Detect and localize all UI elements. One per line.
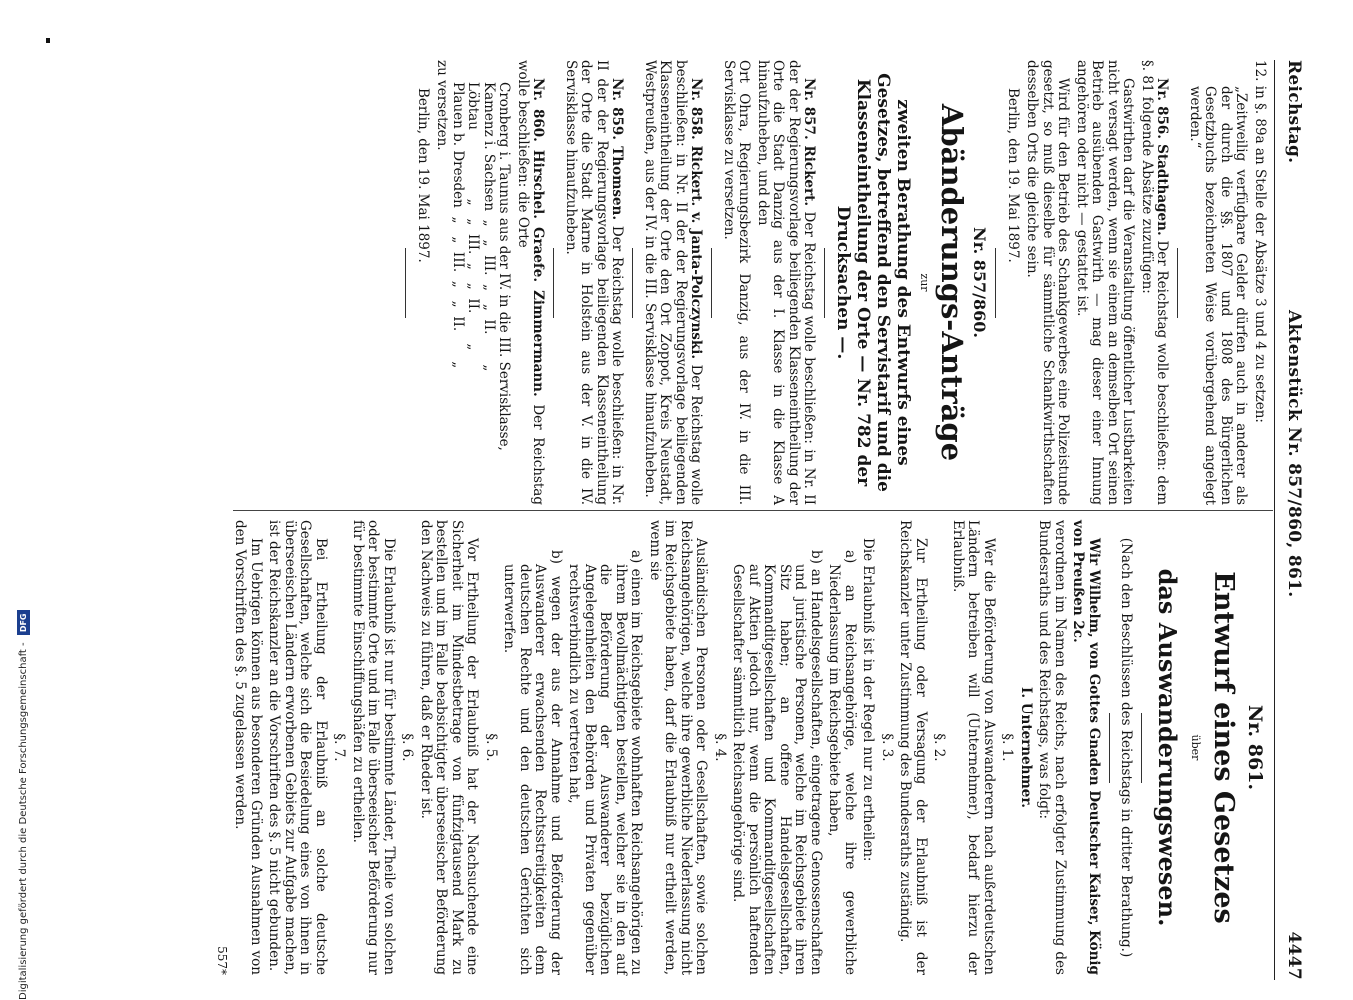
item-12-quote: „Zeitweilig verfügbare Gelder dürfen auch in anderer als der durch die §§. 1807 und 1808 des Bürgerlichen Gesetzbuchs bezeichneten Weise vorübergehend angelegt werden.“ <box>1187 86 1250 505</box>
page-number: 4447 <box>1284 931 1304 980</box>
left-column <box>398 60 1268 505</box>
motion-859-text: Der Reichstag wolle beschließen: in Nr. II der der Regierungsvorlage beiliegenden Klasseneintheilung der Orte die Stadt Marne in Holstein aus der V. in die IV. Servisklasse hinaufzuheben. <box>563 60 626 506</box>
paragraph-2-text: Zur Ertheilung oder Versagung der Erlaubniß ist der Reichskanzler unter Zustimmung des Bundesraths zuständig. <box>897 520 929 975</box>
document-page <box>105 60 1305 980</box>
motion-856-text-2: Wird für den Betrieb des Schankgewerbes eine Polizeistunde gesetzt, so muß dieselbe für sämmtliche Schankwirthschaften desselben Orts die gleiche sein. <box>1024 60 1072 505</box>
motion-857-text-2: Ort Ohra, Regierungsbezirk Danzig, aus der IV. in die III. Servisklasse zu versetzen. <box>721 60 753 505</box>
paragraph-3-number: §. 3. <box>879 733 895 762</box>
paragraph-4-text: Ausländischen Personen oder Gesellschaften, sowie solchen Reichsangehörigen, welche ihre gewerbliche Niederlassung nicht im Reichsgebiete haben, darf die Erlaubniß nur ertheilt werden, wenn sie <box>647 520 710 975</box>
separator <box>1142 713 1143 783</box>
separator <box>633 248 634 318</box>
towns-row: Cronberg i. Taunus aus der IV. in die III. Servisklasse, <box>496 82 513 451</box>
motion-860-end: zu versetzen. <box>434 60 451 151</box>
section-title: Abänderungs-Anträge <box>935 103 969 462</box>
motion-859-label: Nr. 859. Thomsen. <box>609 78 626 221</box>
paragraph-4-a: a) einen im Reichsgebiete wohnhaften Reichsangehörigen zu ihrem Bevollmächtigten bestellen, welcher sie in den auf die Beförderung der Auswanderer bezüglichen Angelegenheiten den Behörden und Privaten gegenüber rechtsverbindlich zu vertreten hat, <box>566 550 645 975</box>
digitization-credit <box>16 0 32 1000</box>
section-title-zur: zur <box>918 273 931 292</box>
paragraph-3-b: b) an Handelsgesellschaften, eingetragene Genossenschaften und juristische Personen, welche im Reichsgebiete ihren Sitz haben; an offene Handelsgesellschaften, Kommanditgesellschaften und Kommanditgesellschaften auf Aktien jedoch nur, wenn die persönlich haftenden Gesellschafter sämmtlich Reichsangehörige sind. <box>730 550 824 975</box>
paragraph-4-number: §. 4. <box>712 733 728 762</box>
paragraph-6-text: Die Erlaubniß ist nur für bestimmte Länder, Theile von solchen oder bestimmte Orte und im Falle überseeischer Beförderung nur für bestimmte Einschiffungshäfen zu ertheilen. <box>350 520 397 975</box>
separator <box>406 248 407 318</box>
section-number: Nr. 857/860. <box>970 227 990 338</box>
section-subtitle: zweiten Berathung des Entwurfs eines Gesetzes, betreffend den Servistarif und die Klasseneintheilung der Orte — Nr. 782 der Drucksachen —. <box>833 73 914 492</box>
section-I-heading: I. Unternehmer. <box>1018 687 1034 808</box>
page-header <box>1274 60 1305 980</box>
paragraph-1-text: Wer die Beförderung von Auswanderern nach außerdeutschen Ländern betreiben will (Unternehmer), bedarf hierzu der Erlaubniß. <box>950 520 997 975</box>
preamble-2: verordnen im Namen des Reichs, nach erfolgter Zustimmung des Bundesraths und des Reichstags, was folgt: <box>1036 520 1068 975</box>
bill-title-2: das Auswanderungswesen. <box>1153 568 1183 927</box>
paragraph-7-number: §. 7. <box>331 733 348 762</box>
item-12: 12. in §. 89a an Stelle der Absätze 3 und 4 zu setzen: <box>1252 60 1268 423</box>
preamble-1: Wir Wilhelm, von Gottes Gnaden Deutscher Kaiser, König von Preußen 2c. <box>1070 520 1102 975</box>
scan-speck <box>46 38 50 43</box>
paragraph-7-text: Bei Ertheilung der Erlaubniß an solche deutsche Gesellschaften, welche sich die Besiedelung eines von ihnen in überseeischen Ländern erworbenen Gebiets zur Aufgabe machen, ist der Reichskanzler an die Vorschriften des §. 5 nicht gebunden. <box>266 520 329 975</box>
digitization-credit-text: Digitalisierung gefördert durch die Deutsche Forschungsgemeinschaft - <box>18 642 29 1000</box>
motion-858-label: Nr. 858. Rickert. v. Janta-Polczynski. <box>688 78 705 360</box>
motion-857-label: Nr. 857. Rickert. <box>801 78 818 207</box>
dfg-logo: DFG <box>17 611 30 636</box>
signature-mark: 557* <box>215 946 229 975</box>
paragraph-7-text-2: Im Uebrigen können aus besonderen Gründen Ausnahmen von den Vorschriften des §. 5 zugelassen werden. <box>232 520 264 975</box>
separator <box>825 248 826 318</box>
towns-row: Plauen b. Dresden „ „ III. „ „ II. „ <box>450 82 466 369</box>
motion-856-intro: Der Reichstag wolle beschließen: dem §. 81 folgende Absätze zuzufügen: <box>1139 60 1171 505</box>
towns-row: Kamenz i. Sachsen „ „ III. „ „ II. „ <box>481 82 497 372</box>
bill-title: Entwurf eines Gesetzes <box>1208 571 1239 924</box>
paragraph-2-number: §. 2. <box>931 733 948 762</box>
motion-860-text: Der Reichstag wolle beschließen: die Orte <box>515 60 547 505</box>
right-column <box>211 520 1268 975</box>
motion-860-date: Berlin, den 19. Mai 1897. <box>415 88 431 263</box>
motion-856-label: Nr. 856. Stadthagen. <box>1154 78 1171 236</box>
bill-number: Nr. 861. <box>1244 704 1266 791</box>
column-divider <box>233 510 1273 511</box>
separator <box>712 248 713 318</box>
separator <box>1178 248 1179 318</box>
paragraph-5-text: Vor Ertheilung der Erlaubniß hat der Nachsuchende eine Sicherheit im Mindestbetrage von fünfzigtausend Mark zu bestellen und im Falle beabsichtigter überseeischer Beförderung den Nachweis zu führen, daß er Rheder ist. <box>418 520 481 975</box>
motion-856-date: Berlin, den 19. Mai 1897. <box>1005 88 1021 263</box>
paragraph-1-number: §. 1. <box>999 733 1016 762</box>
paragraph-3-text: Die Erlaubniß ist in der Regel nur zu ertheilen: <box>860 538 877 862</box>
motion-856-text-1: Gastwirthen darf die Veranstaltung öffentlicher Lustbarkeiten nicht versagt werden, wenn sie einem an demselben Ort seinen Betrieb ausübenden Gastwirth — mag dieser einer Innung angehören oder nicht — gestattet ist. <box>1074 60 1137 505</box>
motion-860-label: Nr. 860. Hirschel. Graefe. Zimmermann. <box>530 78 547 397</box>
towns-table <box>450 60 512 505</box>
motion-857-text: Der Reichstag wolle beschließen: in Nr. II der der Regierungsvorlage beiliegenden Klasseneintheilung der Orte die Stadt Danzig aus der I. Klasse in die Klasse A hinaufzuheben, und den <box>755 60 818 505</box>
separator <box>996 248 997 318</box>
paragraph-5-number: §. 5. <box>483 733 499 762</box>
paragraph-3-a: a) an Reichsangehörige, welche ihre gewerbliche Niederlassung im Reichsgebiete haben, <box>826 550 858 975</box>
paragraph-4-b: b) wegen der aus der Annahme und Beförderung der Auswanderer erwachsenden Rechtsstreitigkeiten dem deutschen Rechte und den deutschen Gerichten sich unterwerfen. <box>501 550 564 975</box>
bill-title-ueber: über <box>1189 734 1202 761</box>
paragraph-6-number: §. 6. <box>399 733 416 762</box>
motion-858-text: Der Reichstag wolle beschließen: in Nr. II der der Regierungsvorlage beiliegenden Klasseneintheilung der Orte den Ort Zoppot, Kreis Neustadt, Westpreußen, aus der IV. in die III. Servisklasse hinaufzuheben. <box>642 60 705 505</box>
header-left: Reichstag. <box>1284 60 1304 164</box>
bill-note: (Nach den Beschlüssen des Reichstags in dritter Berathung.) <box>1118 537 1135 958</box>
header-center: Aktenstück Nr. 857/860, 861. <box>1284 310 1304 598</box>
separator <box>1109 713 1110 783</box>
towns-row: Löbtau „ „ III. „ „ II. „ <box>465 82 482 351</box>
separator <box>554 248 555 318</box>
